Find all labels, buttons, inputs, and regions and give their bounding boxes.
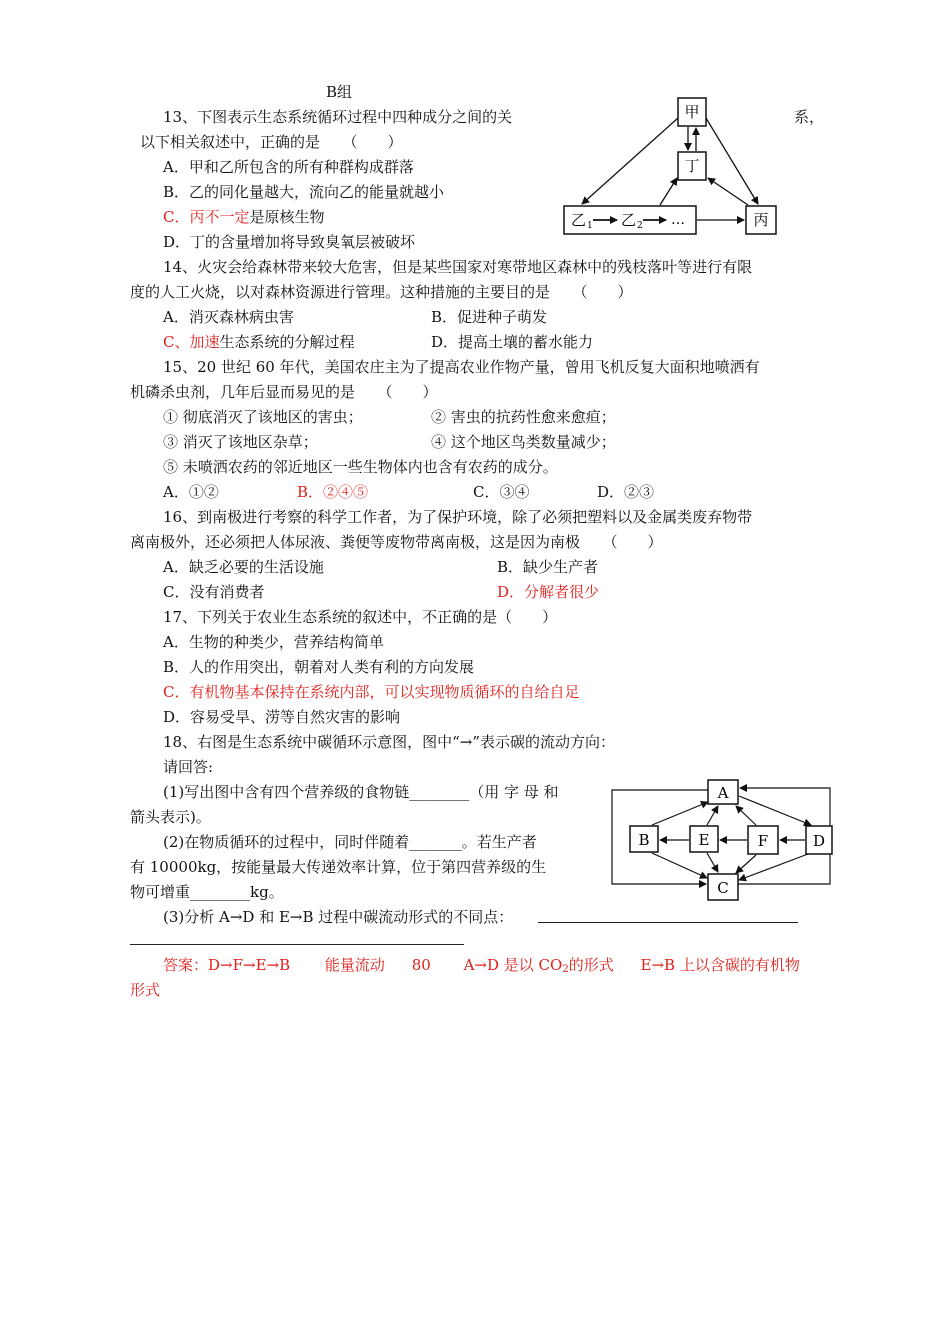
- q15-option-c: C．③④: [473, 483, 530, 501]
- q15-statement-4: ④ 这个地区鸟类数量减少；: [431, 433, 616, 451]
- yi1-label: 乙: [571, 211, 587, 229]
- q17-option-a: A．生物的种类少，营养结构简单: [163, 633, 384, 651]
- node-c-label: C: [717, 879, 729, 897]
- q13-option-c: [163, 207, 325, 227]
- q16-stem: 16、到南极进行考察的科学工作者，为了保护环境，除了必须把塑料以及金属类废弃物带: [163, 508, 753, 526]
- q13-option-b: B．乙的同化量越大，流向乙的能量就越小: [163, 183, 445, 201]
- q15-option-b: B．②④⑤: [297, 483, 369, 501]
- q18-part2-line2: 有 10000kg，按能量最大传递效率计算，位于第四营养级的生: [130, 858, 547, 876]
- q18-part1-line2: 箭头表示)。: [130, 808, 211, 826]
- node-e-label: E: [698, 831, 710, 849]
- q14-stem-line2: 度的人工火烧，以对森林资源进行管理。这种措施的主要目的是 （ ）: [130, 283, 633, 301]
- q15-statement-2: ② 害虫的抗药性愈来愈疸；: [431, 408, 616, 426]
- q18-part2: (2)在物质循环的过程中，同时伴随着_______。若生产者: [163, 833, 537, 851]
- answer-mass: 80: [411, 956, 431, 974]
- node-b-label: B: [638, 831, 650, 849]
- q16-option-b: B．缺少生产者: [497, 558, 599, 576]
- answer-line2: 形式: [130, 981, 161, 999]
- jia-label: 甲: [684, 103, 700, 121]
- answer-chain: D→F→E→B: [208, 956, 291, 974]
- answer-label: 答案：: [163, 956, 209, 974]
- q18-part3: (3)分析 A→D 和 E→B 过程中碳流动形式的不同点：: [163, 908, 514, 926]
- q18-part2-line3: 物可增重________kg。: [130, 883, 284, 901]
- q13-option-c-highlight: 丙不一定: [189, 208, 250, 226]
- answer-ad: A→D 是以 CO: [463, 956, 563, 974]
- answer-line: [163, 955, 800, 980]
- node-a-label: A: [717, 784, 729, 802]
- q17-option-c: C．有机物基本保持在系统内部，可以实现物质循环的自给自足: [163, 683, 580, 701]
- yi2-sub: 2: [637, 221, 643, 231]
- yi2-label: 乙: [621, 211, 637, 229]
- answer-energy: 能量流动: [324, 956, 385, 974]
- q15-option-a: A．①②: [163, 483, 219, 501]
- q13-stem-line2: 以下相关叙述中，正确的是 （ ）: [140, 133, 403, 151]
- q16-stem-line2: 离南极外，还必须把人体尿液、粪便等废物带离南极，这是因为南极 （ ）: [130, 533, 663, 551]
- ding-label: 丁: [684, 157, 700, 175]
- q15-statement-1: ① 彻底消灭了该地区的害虫；: [163, 408, 363, 426]
- yi1-sub: 1: [587, 221, 593, 231]
- q18-prompt: 请回答:: [163, 758, 214, 776]
- q15-stem: 15、20 世纪 60 年代，美国农庄主为了提高农业作物产量，曾用飞机反复大面积地喷洒有: [163, 358, 760, 376]
- q13-cycle-diagram: [560, 96, 790, 240]
- q18-part3-answer-line: [538, 922, 798, 923]
- q17-stem: 17、下列关于农业生态系统的叙述中，不正确的是（ ）: [163, 608, 558, 626]
- q14-option-b: B．促进种子萌发: [431, 308, 548, 326]
- q14-stem: 14、火灾会给森林带来较大危害，但是某些国家对寒带地区森林中的残枝落叶等进行有限: [163, 258, 753, 276]
- q13-option-a: A．甲和乙所包含的所有种群构成群落: [163, 158, 414, 176]
- q16-option-c: C．没有消费者: [163, 583, 265, 601]
- q17-option-d: D．容易受旱、涝等自然灾害的影响: [163, 708, 401, 726]
- q18-part1: (1)写出图中含有四个营养级的食物链________（用 字 母 和: [163, 783, 559, 801]
- q13-stem: 13、下图表示生态系统循环过程中四种成分之间的关: [163, 108, 513, 126]
- node-d-label: D: [812, 832, 826, 850]
- q16-option-d: D．分解者很少: [497, 583, 600, 601]
- group-title: B组: [326, 83, 353, 101]
- node-f-label: F: [757, 832, 769, 850]
- bing-label: 丙: [753, 211, 769, 229]
- q17-option-b: B．人的作用突出，朝着对人类有利的方向发展: [163, 658, 475, 676]
- q13-stem-cont: 系，: [794, 108, 825, 126]
- q15-option-d: D．②③: [597, 483, 655, 501]
- q13-option-c-rest: 是原核生物: [249, 208, 325, 226]
- q14-option-d: D．提高土壤的蓄水能力: [431, 333, 594, 351]
- q14-option-c: [163, 332, 355, 352]
- q15-stem-line2: 机磷杀虫剂，几年后显而易见的是 （ ）: [130, 383, 438, 401]
- q14-option-a: A．消灭森林病虫害: [163, 308, 294, 326]
- q18-carbon-cycle-diagram: [608, 774, 836, 902]
- answer-eb: E→B 上以含碳的有机物: [640, 956, 800, 974]
- answer-separator: [130, 944, 464, 945]
- q14-option-c-highlight: C、加速: [163, 333, 220, 351]
- q13-option-d: D．丁的含量增加将导致臭氧层被破坏: [163, 233, 416, 251]
- q18-stem: 18、右图是生态系统中碳循环示意图，图中“→”表示碳的流动方向：: [163, 733, 615, 751]
- q15-statement-3: ③ 消灭了该地区杂草；: [163, 433, 318, 451]
- answer-ad-sub: 2: [562, 964, 569, 975]
- q15-statement-5: ⑤ 未喷洒农药的邻近地区一些生物体内也含有农药的成分。: [163, 458, 558, 476]
- q14-option-c-rest: 生态系统的分解过程: [219, 333, 355, 351]
- answer-ad-rest: 的形式: [568, 956, 614, 974]
- q13-option-c-prefix: C．: [163, 208, 190, 226]
- yi-dots: …: [671, 212, 685, 228]
- q16-option-a: A．缺乏必要的生活设施: [163, 558, 324, 576]
